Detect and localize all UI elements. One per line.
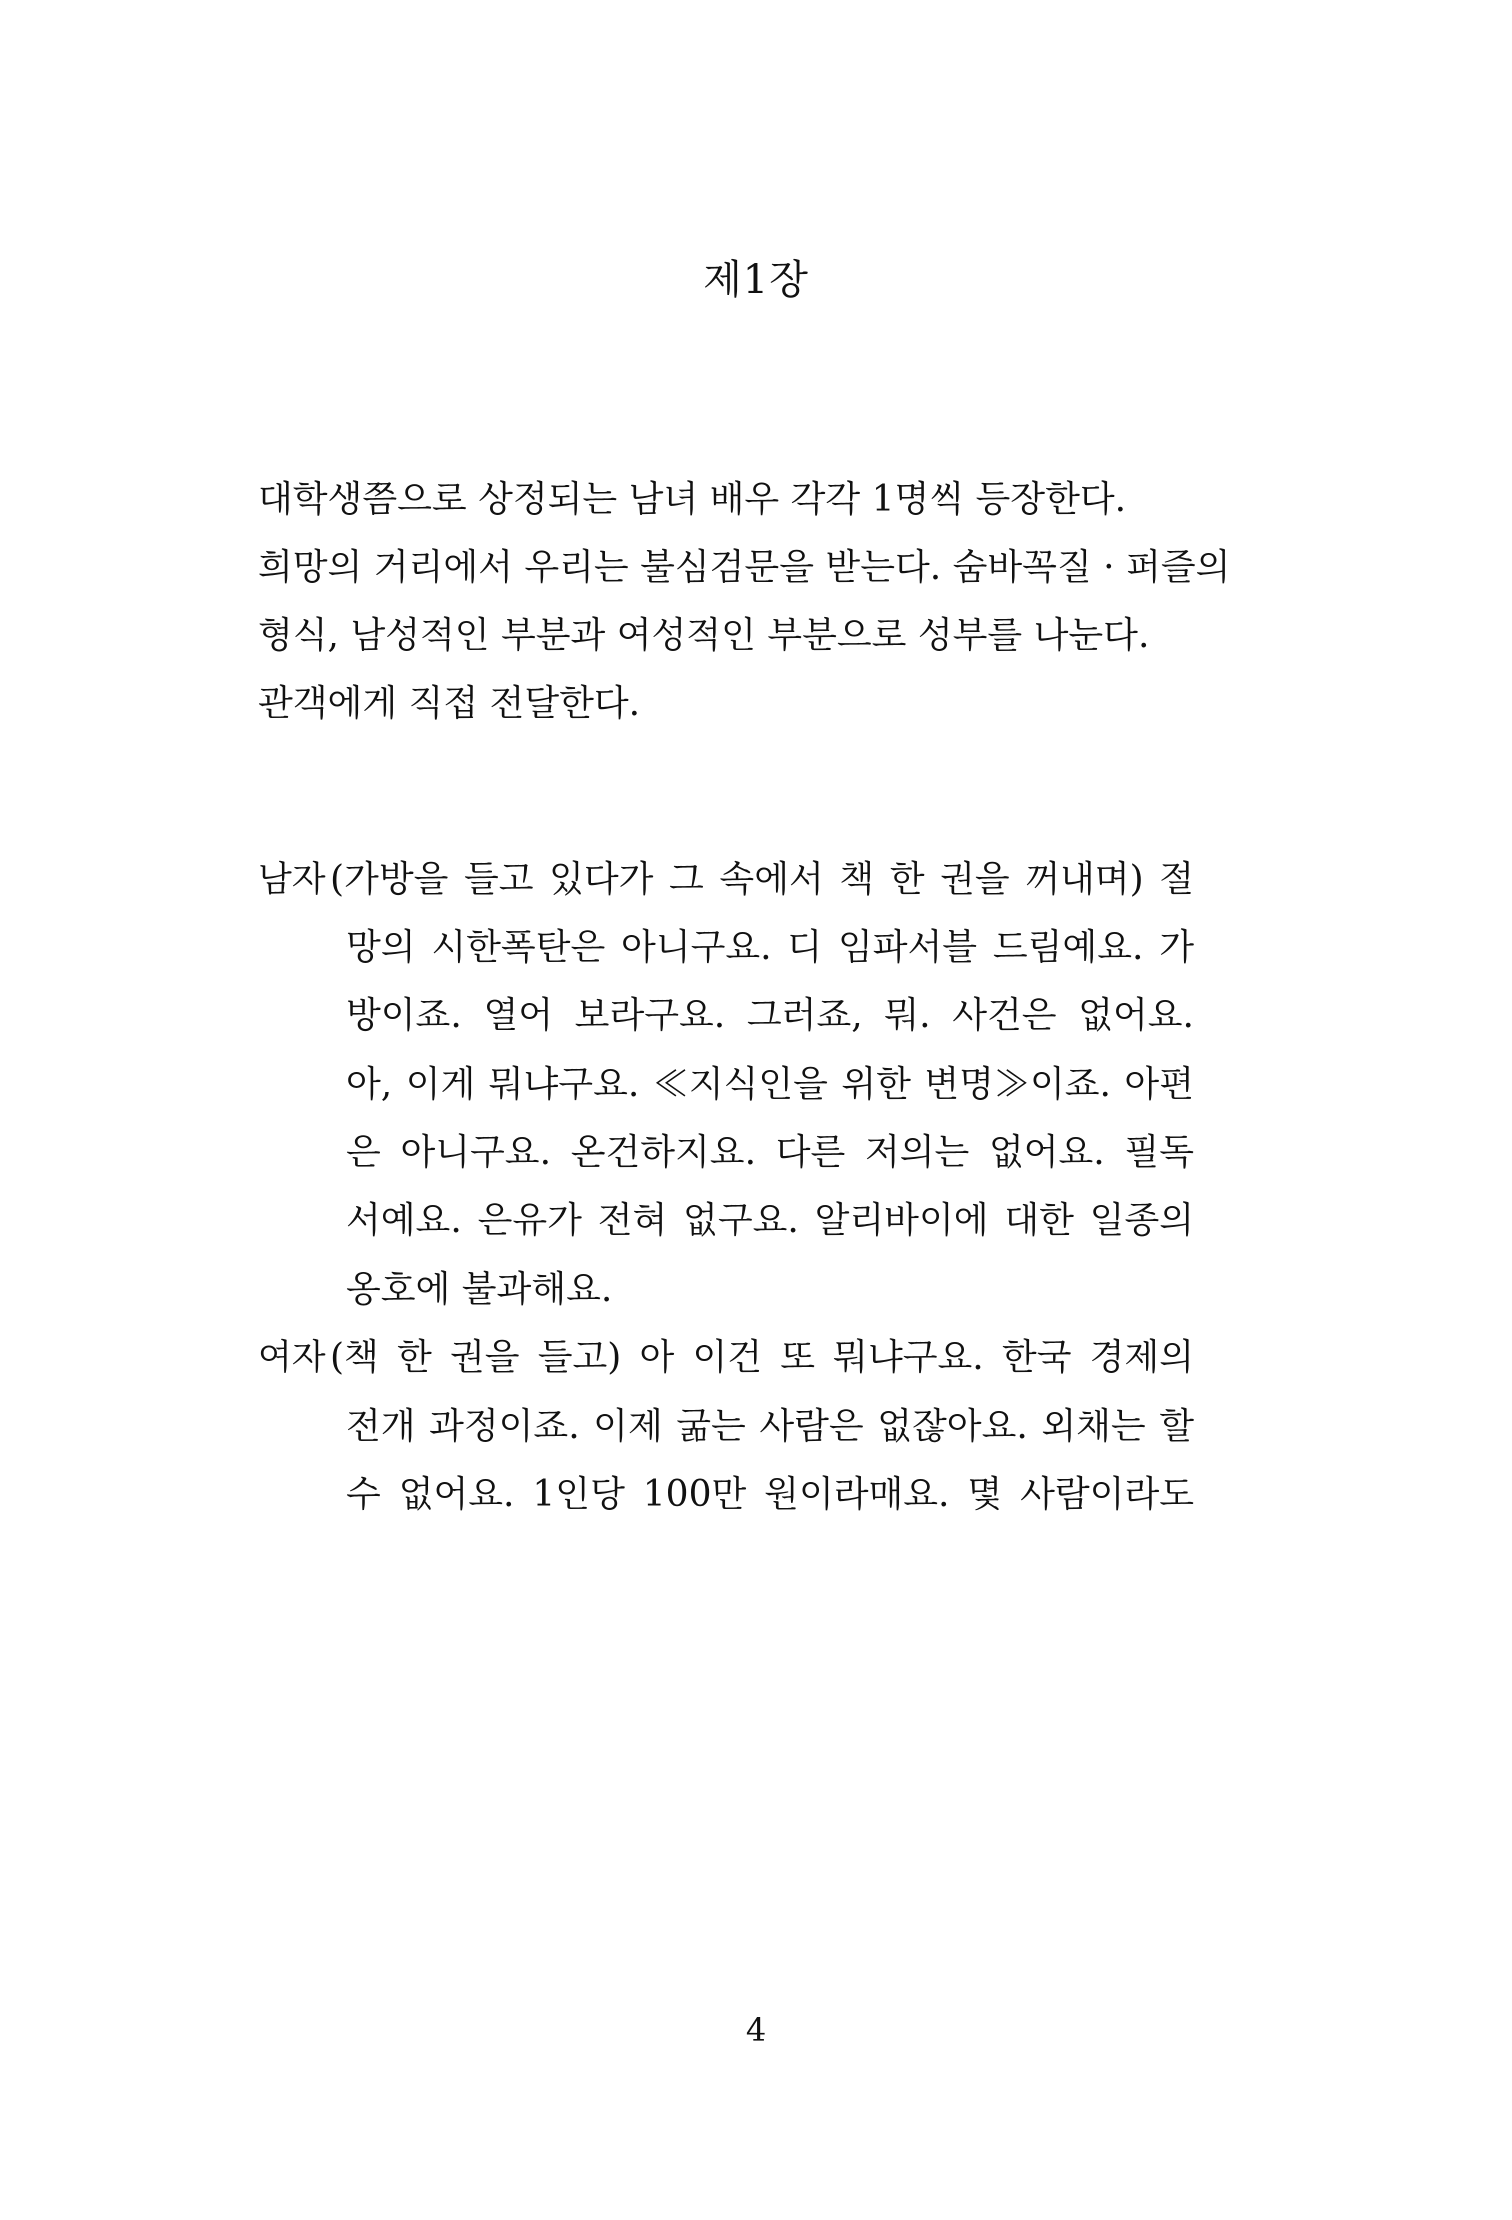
dialogue-line: 전개 과정이죠. 이제 굶는 사람은 없잖아요. 외채는 할 (346, 1406, 1194, 1447)
page-number: 4 (745, 2011, 767, 2049)
dialogue-line: 망의 시한폭탄은 아니구요. 디 임파서블 드림예요. 가 (346, 927, 1194, 968)
speaker-label: 남자 (258, 860, 326, 900)
dialogue-line: (책 한 권을 들고) 아 이건 또 뭐냐구요. 한국 경제의 (330, 1337, 1194, 1378)
dialogue-line: 옹호에 불과해요. (346, 1269, 613, 1310)
stage-direction-line: 대학생쯤으로 상정되는 남녀 배우 각각 1명씩 등장한다. (258, 479, 1127, 520)
stage-direction-line: 관객에게 직접 전달한다. (258, 683, 641, 724)
dialogue-line: 아, 이게 뭐냐구요. ≪지식인을 위한 변명≫이죠. 아편 (346, 1064, 1194, 1105)
speaker-label: 여자 (258, 1338, 326, 1378)
dialogue-line: 수 없어요. 1인당 100만 원이라매요. 몇 사람이라도 (346, 1474, 1194, 1515)
stage-direction-line: 형식, 남성적인 부분과 여성적인 부분으로 성부를 나눈다. (258, 615, 1150, 656)
stage-direction-line: 희망의 거리에서 우리는 불심검문을 받는다. 숨바꼭질 · 퍼즐의 (258, 547, 1231, 588)
dialogue-line: (가방을 들고 있다가 그 속에서 책 한 권을 꺼내며) 절 (330, 859, 1194, 900)
dialogue-line: 은 아니구요. 온건하지요. 다른 저의는 없어요. 필독 (346, 1132, 1194, 1173)
dialogue-line: 서예요. 은유가 전혀 없구요. 알리바이에 대한 일종의 (346, 1200, 1194, 1241)
chapter-title: 제1장 (703, 257, 809, 303)
dialogue-line: 방이죠. 열어 보라구요. 그러죠, 뭐. 사건은 없어요. (346, 995, 1194, 1036)
